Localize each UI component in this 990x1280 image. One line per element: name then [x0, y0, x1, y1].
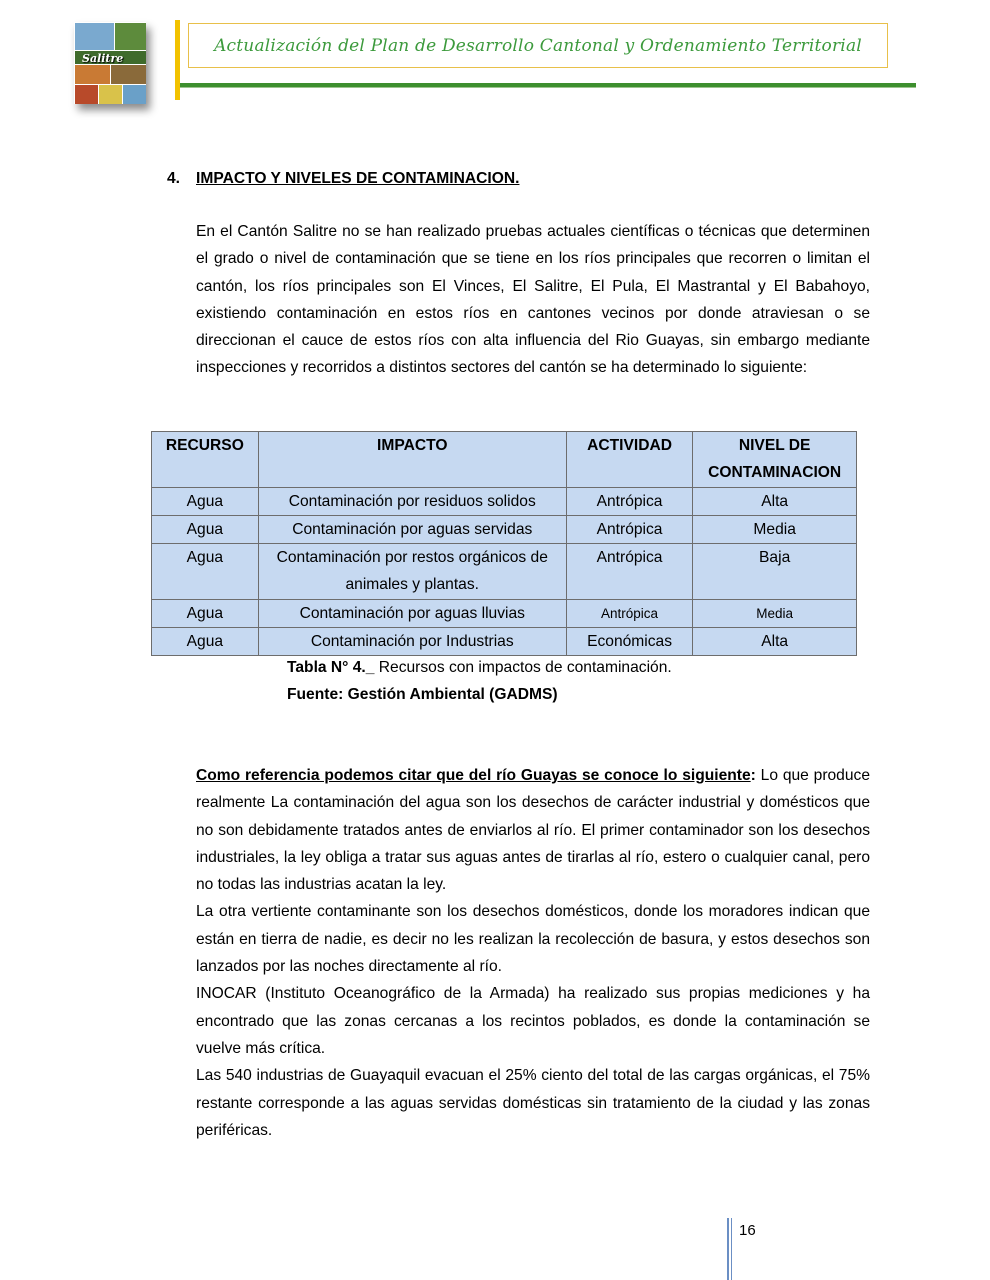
- section-heading: [167, 165, 519, 192]
- header-actividad: ACTIVIDAD: [566, 432, 693, 488]
- section-number: 4.: [167, 170, 181, 187]
- header-nivel: NIVEL DE CONTAMINACION: [693, 432, 857, 488]
- section-title: IMPACTO Y NIVELES DE CONTAMINACION.: [196, 170, 520, 187]
- table-row: [152, 628, 857, 656]
- table-header-row: [152, 432, 857, 488]
- table-row: [152, 515, 857, 543]
- cell-recurso: Agua: [152, 515, 259, 543]
- cell-impacto: Contaminación por aguas servidas: [258, 515, 566, 543]
- reference-lead: Como referencia podemos citar que del río Guayas se conoce lo siguiente: [196, 767, 751, 784]
- logo-text: Salitre: [82, 52, 124, 65]
- cell-impacto: Contaminación por Industrias: [258, 628, 566, 656]
- cell-nivel: Alta: [693, 487, 857, 515]
- cell-nivel: Media: [693, 515, 857, 543]
- caption-label: Tabla N° 4._: [287, 659, 375, 676]
- page-number: 16: [739, 1222, 756, 1239]
- cell-actividad: Antrópica: [566, 487, 693, 515]
- cell-nivel: Alta: [693, 628, 857, 656]
- cell-nivel: Media: [693, 599, 857, 627]
- reference-paragraph-4: Las 540 industrias de Guayaquil evacuan el 25% ciento del total de las cargas orgánicas, el 75% restante corresponde a las aguas servidas domésticas sin tratamiento de la ciudad y las zonas periféricas.: [196, 1067, 870, 1139]
- header-impacto: IMPACTO: [258, 432, 566, 488]
- table-row: [152, 599, 857, 627]
- footer-rule-thin: [731, 1218, 732, 1280]
- cell-actividad: Económicas: [566, 628, 693, 656]
- header-title: Actualización del Plan de Desarrollo Cantonal y Ordenamiento Territorial: [214, 35, 862, 56]
- cell-impacto: Contaminación por aguas lluvias: [258, 599, 566, 627]
- reference-colon: :: [750, 767, 756, 784]
- header-divider-shadow: [180, 87, 916, 88]
- header-accent-bar: [175, 20, 180, 100]
- caption-source: Fuente: Gestión Ambiental (GADMS): [287, 686, 558, 704]
- table-row: [152, 544, 857, 600]
- header-recurso: RECURSO: [152, 432, 259, 488]
- reference-section: [196, 762, 870, 1144]
- cell-nivel: Baja: [693, 544, 857, 600]
- cell-actividad: Antrópica: [566, 544, 693, 600]
- footer-rule: [727, 1218, 729, 1280]
- cell-recurso: Agua: [152, 628, 259, 656]
- table-caption: [287, 654, 672, 709]
- reference-text-1: Lo que produce realmente La contaminación del agua son los desechos de carácter industrial y domésticos que no son debidamente tratados antes de enviarlos al río. El primer contaminador son los desechos industriales, la ley obliga a tratar sus aguas antes de tirarlas al río, estero o cualquier canal, pero no todas las industrias acatan la ley.: [196, 767, 871, 894]
- caption-text: Recursos con impactos de contaminación.: [374, 659, 672, 676]
- cell-impacto: Contaminación por restos orgánicos de animales y plantas.: [258, 544, 566, 600]
- cell-actividad: Antrópica: [566, 599, 693, 627]
- table-row: [152, 487, 857, 515]
- cell-impacto: Contaminación por residuos solidos: [258, 487, 566, 515]
- reference-paragraph-3: INOCAR (Instituto Oceanográfico de la Armada) ha realizado sus propias mediciones y ha encontrado que las zonas cercanas a los recintos poblados, es donde la contaminación se vuelve más crítica.: [196, 985, 870, 1057]
- reference-paragraph-1: [196, 762, 870, 898]
- cell-actividad: Antrópica: [566, 515, 693, 543]
- contamination-table: [151, 431, 857, 656]
- cell-recurso: Agua: [152, 487, 259, 515]
- header-box: [188, 23, 888, 68]
- salitre-logo: [74, 22, 146, 104]
- reference-paragraph-2: La otra vertiente contaminante son los desechos domésticos, donde los moradores indican que están en tierra de nadie, es decir no les realizan la recolección de basura, y estos desechos son lanzados por las noches directamente al río.: [196, 903, 870, 976]
- cell-recurso: Agua: [152, 544, 259, 600]
- cell-recurso: Agua: [152, 599, 259, 627]
- intro-paragraph: En el Cantón Salitre no se han realizado pruebas actuales científicas o técnicas que determinen el grado o nivel de contaminación que se tiene en los ríos principales que recorren o limitan el cantón, los ríos principales son El Vinces, El Salitre, El Pula, El Mastrantal y El Babahoyo, existiendo contaminación en estos ríos en cantones vecinos por donde atraviesan o se direccionan el cauce de estos ríos con alta influencia del Rio Guayas, sin embargo mediante inspecciones y recorridos a distintos sectores del cantón se ha determinado lo siguiente:: [196, 223, 870, 377]
